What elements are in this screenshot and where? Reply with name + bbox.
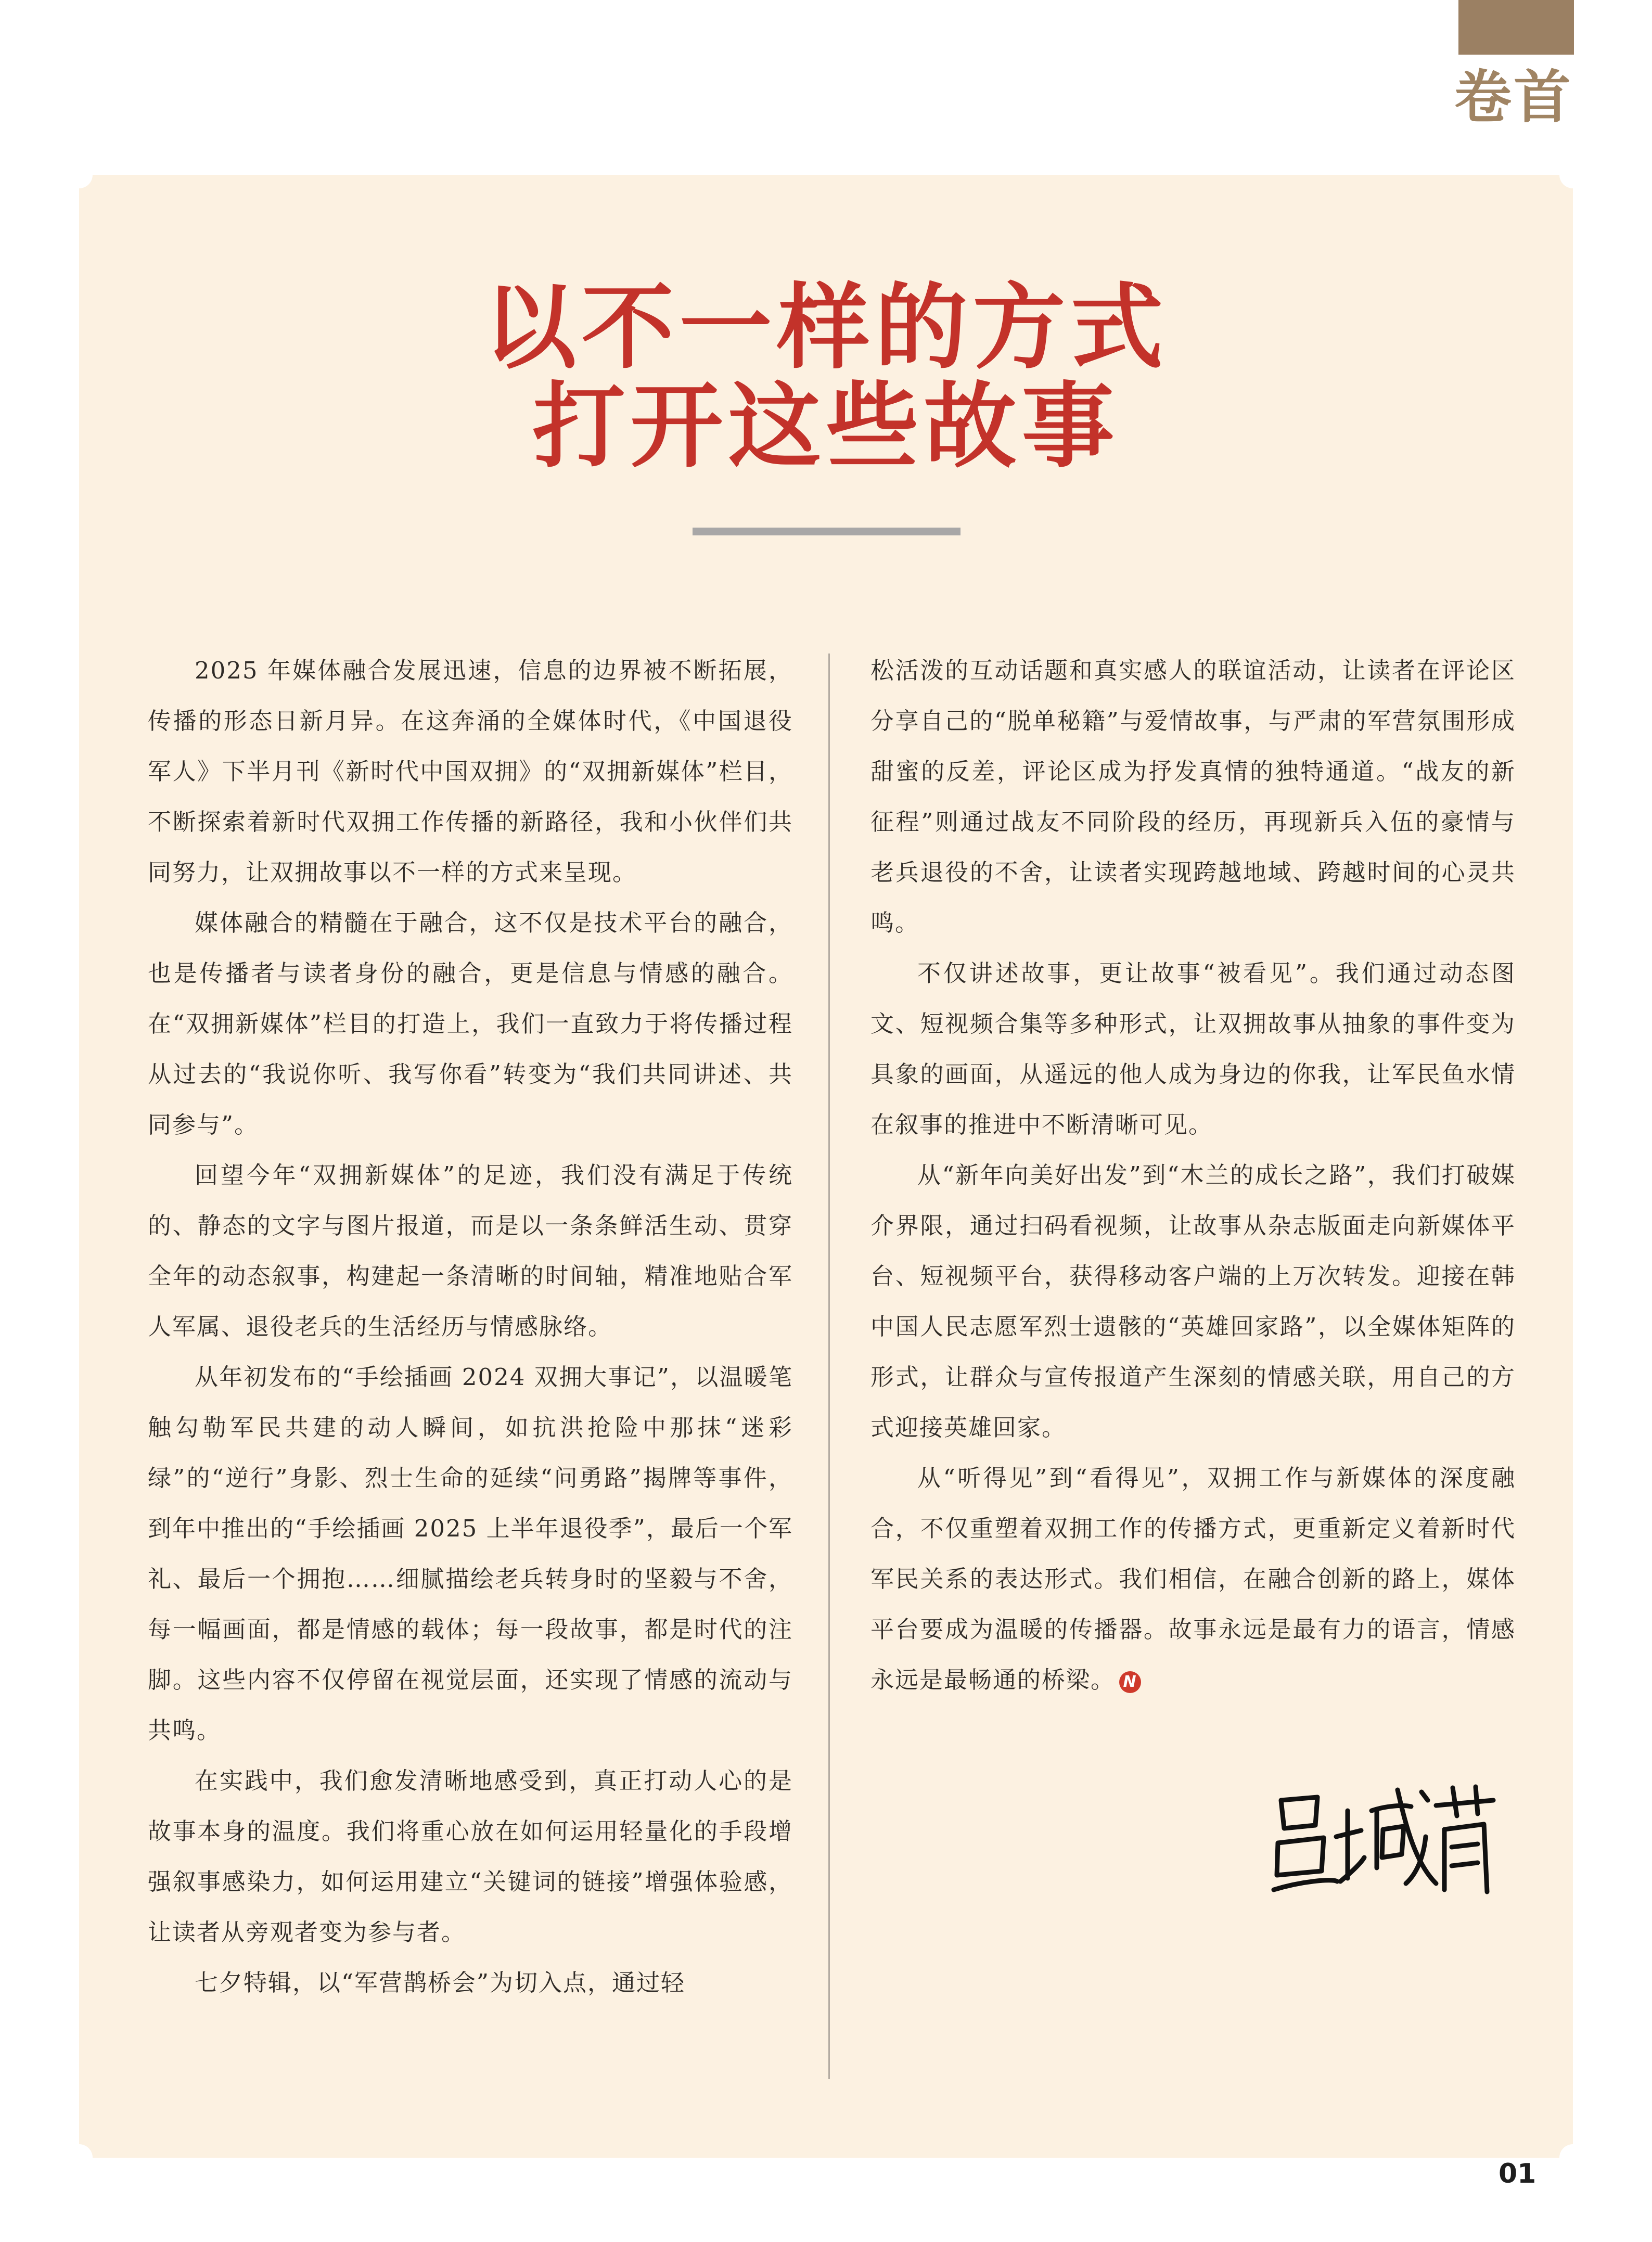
paragraph: 从“新年向美好出发”到“木兰的成长之路”，我们打破媒介界限，通过扫码看视频，让故事从杂志版面走向新媒体平台、短视频平台，获得移动客户端的上万次转发。迎接在韩中国人民志愿军烈士遗骸的“英雄回家路”，以全媒体矩阵的形式，让群众与宣传报道产生深刻的情感关联，用自己的方式迎接英雄回家。 — [870, 1161, 1516, 1441]
paragraph: 从年初发布的“手绘插画 2024 双拥大事记”，以温暖笔触勾勒军民共建的动人瞬间，如抗洪抢险中那抹“迷彩绿”的“逆行”身影、烈士生命的延续“问勇路”揭牌等事件，到年中推出的“手绘插画 2025 上半年退役季”，最后一个军礼、最后一个拥抱……细腻描绘老兵转身时的坚毅与不舍，每一幅画面，都是情感的载体；每一段故事，都是时代的注脚。这些内容不仅停留在视觉层面，还实现了情感的流动与共鸣。 — [148, 1363, 793, 1744]
paragraph-last — [870, 1453, 1516, 1705]
paragraph: 松活泼的互动话题和真实感人的联谊活动，让读者在评论区分享自己的“脱单秘籍”与爱情故事，与严肃的军营氛围形成甜蜜的反差，评论区成为抒发真情的独特通道。“战友的新征程”则通过战友不同阶段的经历，再现新兵入伍的豪情与老兵退役的不舍，让读者实现跨越地域、跨越时间的心灵共鸣。 — [870, 657, 1516, 937]
page-number: 01 — [1499, 2158, 1536, 2189]
article-title-line-2: 打开这些故事 — [532, 371, 1120, 480]
end-mark-icon: N — [1119, 1671, 1141, 1693]
panel-corner — [66, 161, 93, 188]
article-column-right — [870, 645, 1516, 1705]
paragraph-text: 从“听得见”到“看得见”，双拥工作与新媒体的深度融合，不仅重塑着双拥工作的传播方式，更重新定义着新时代军民关系的表达形式。我们相信，在融合创新的路上，媒体平台要成为温暖的传播器。故事永远是最有力的语言，情感永远是最畅通的桥梁。 — [870, 1464, 1516, 1694]
paragraph: 2025 年媒体融合发展迅速，信息的边界被不断拓展，传播的形态日新月异。在这奔涌的全媒体时代，《中国退役军人》下半月刊《新时代中国双拥》的“双拥新媒体”栏目，不断探索着新时代双拥工作传播的新路径，我和小伙伴们共同努力，让双拥故事以不一样的方式来呈现。 — [148, 657, 793, 886]
column-divider — [828, 654, 830, 2079]
section-label: 卷首 — [1454, 64, 1573, 131]
author-signature — [1270, 1779, 1499, 1899]
paragraph: 在实践中，我们愈发清晰地感受到，真正打动人心的是故事本身的温度。我们将重心放在如何运用轻量化的手段增强叙事感染力，如何运用建立“关键词的链接”增强体验感，让读者从旁观者变为参与者。 — [148, 1767, 793, 1946]
paragraph: 回望今年“双拥新媒体”的足迹，我们没有满足于传统的、静态的文字与图片报道，而是以一条条鲜活生动、贯穿全年的动态叙事，构建起一条清晰的时间轴，精准地贴合军人军属、退役老兵的生活经历与情感脉络。 — [148, 1161, 793, 1340]
paragraph: 媒体融合的精髓在于融合，这不仅是技术平台的融合，也是传播者与读者身份的融合，更是信息与情感的融合。在“双拥新媒体”栏目的打造上，我们一直致力于将传播过程从过去的“我说你听、我写你看”转变为“我们共同讲述、共同参与”。 — [148, 909, 793, 1138]
article-column-left — [148, 645, 793, 2008]
paragraph: 不仅讲述故事，更让故事“被看见”。我们通过动态图文、短视频合集等多种形式，让双拥故事从抽象的事件变为具象的画面，从遥远的他人成为身边的你我，让军民鱼水情在叙事的推进中不断清晰可见。 — [870, 959, 1516, 1138]
paragraph: 七夕特辑，以“军营鹊桥会”为切入点，通过轻 — [195, 1969, 686, 1996]
article-title-line-1: 以不一样的方式 — [483, 273, 1169, 381]
section-tab-block — [1458, 0, 1574, 55]
panel-corner — [66, 2144, 93, 2171]
panel-corner — [1559, 161, 1586, 188]
title-divider — [693, 528, 961, 535]
panel-corner — [1559, 2144, 1586, 2171]
